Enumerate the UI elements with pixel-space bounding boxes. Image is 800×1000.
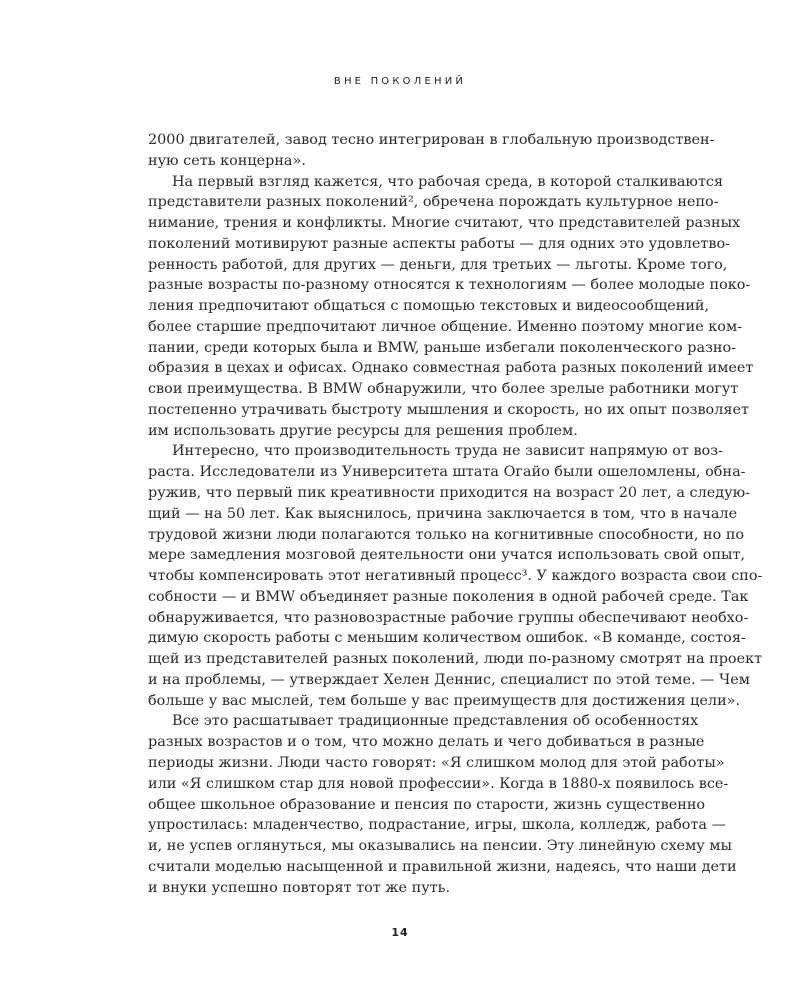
text-line: трудовой жизни люди полагаются только на когнитивные способности, но по (148, 526, 745, 543)
running-head: ВНЕ ПОКОЛЕНИЙ (333, 76, 467, 87)
text-line: поколений мотивируют разные аспекты работы — для одних это удовлетво- (148, 235, 730, 252)
text-line: свои преимущества. В BMW обнаружили, что более зрелые работники могут (148, 381, 739, 398)
text-line: щей из представителей разных поколений, люди по-разному смотрят на проект (148, 651, 763, 668)
text-line: разных возрастов и о том, что можно делать и чего добиваться в разные (148, 734, 705, 751)
text-line: Все это расшатывает традиционные представления об особенностях (172, 713, 699, 730)
text-line: больше у вас мыслей, тем больше у вас преимуществ для достижения цели». (148, 692, 741, 709)
text-line: постепенно утрачивать быстроту мышления и скорость, но их опыт позволяет (148, 401, 749, 418)
text-line: упростилась: младенчество, подрастание, игры, школа, колледж, работа — (148, 817, 726, 834)
text-line: мере замедления мозговой деятельности они учатся использовать свой опыт, (148, 547, 746, 564)
text-line: ружив, что первый пик креативности приходится на возраст 20 лет, а следую- (148, 485, 750, 502)
text-line: или «Я слишком стар для новой профессии». Когда в 1880-х появилось все- (148, 775, 729, 792)
text-line: периоды жизни. Люди часто говорят: «Я слишком молод для этой работы» (148, 754, 725, 771)
text-line: щий — на 50 лет. Как выяснилось, причина заключается в том, что в начале (148, 505, 738, 522)
text-line: ренность работой, для других — деньги, для третьих — льготы. Кроме того, (148, 256, 728, 273)
text-line: собности — и BMW объединяет разные поколения в одной рабочей среде. Так (148, 588, 749, 605)
text-line: На первый взгляд кажется, что рабочая среда, в которой сталкиваются (172, 173, 724, 190)
text-line: ную сеть концерна». (148, 152, 306, 169)
text-line: чтобы компенсировать этот негативный процесс³. У каждого возраста свои спо- (148, 568, 763, 585)
text-line: 2000 двигателей, завод тесно интегрирован в глобальную производствен- (148, 132, 715, 148)
page-number: 14 (391, 926, 409, 939)
text-line: и, не успев оглянуться, мы оказывались на пенсии. Эту линейную схему мы (148, 838, 732, 855)
text-line: и внуки успешно повторят тот же путь. (148, 879, 451, 896)
text-line: образия в цехах и офисах. Однако совместная работа разных поколений имеет (148, 360, 754, 377)
text-line: представители разных поколений², обречена порождать культурное непо- (148, 194, 719, 211)
text-line: димую скорость работы с меньшим количеством ошибок. «В команде, состоя- (148, 630, 746, 647)
text-line: разные возрасты по-разному относятся к технологиям — более молодые поко- (148, 277, 751, 294)
text-line: и на проблемы, — утверждает Хелен Деннис, специалист по этой теме. — Чем (148, 671, 750, 688)
text-line: более старшие предпочитают личное общение. Именно поэтому многие ком- (148, 318, 743, 335)
text-line: Интересно, что производительность труда не зависит напрямую от воз- (172, 443, 723, 460)
text-line: нимание, трения и конфликты. Многие считают, что представителей разных (148, 215, 741, 232)
text-line: считали моделью насыщенной и правильной жизни, надеясь, что наши дети (148, 858, 737, 875)
text-line: им использовать другие ресурсы для решения проблем. (148, 422, 578, 439)
text-line: ления предпочитают общаться с помощью текстовых и видеосообщений, (148, 298, 710, 315)
text-line: общее школьное образование и пенсия по старости, жизнь существенно (148, 796, 706, 813)
text-line: обнаруживается, что разновозрастные рабочие группы обеспечивают необхо- (148, 609, 749, 626)
text-line: раста. Исследователи из Университета штата Огайо были ошеломлены, обна- (148, 464, 746, 481)
text-line: пании, среди которых была и BMW, раньше избегали поколенческого разно- (148, 339, 737, 356)
body-text (148, 130, 763, 898)
